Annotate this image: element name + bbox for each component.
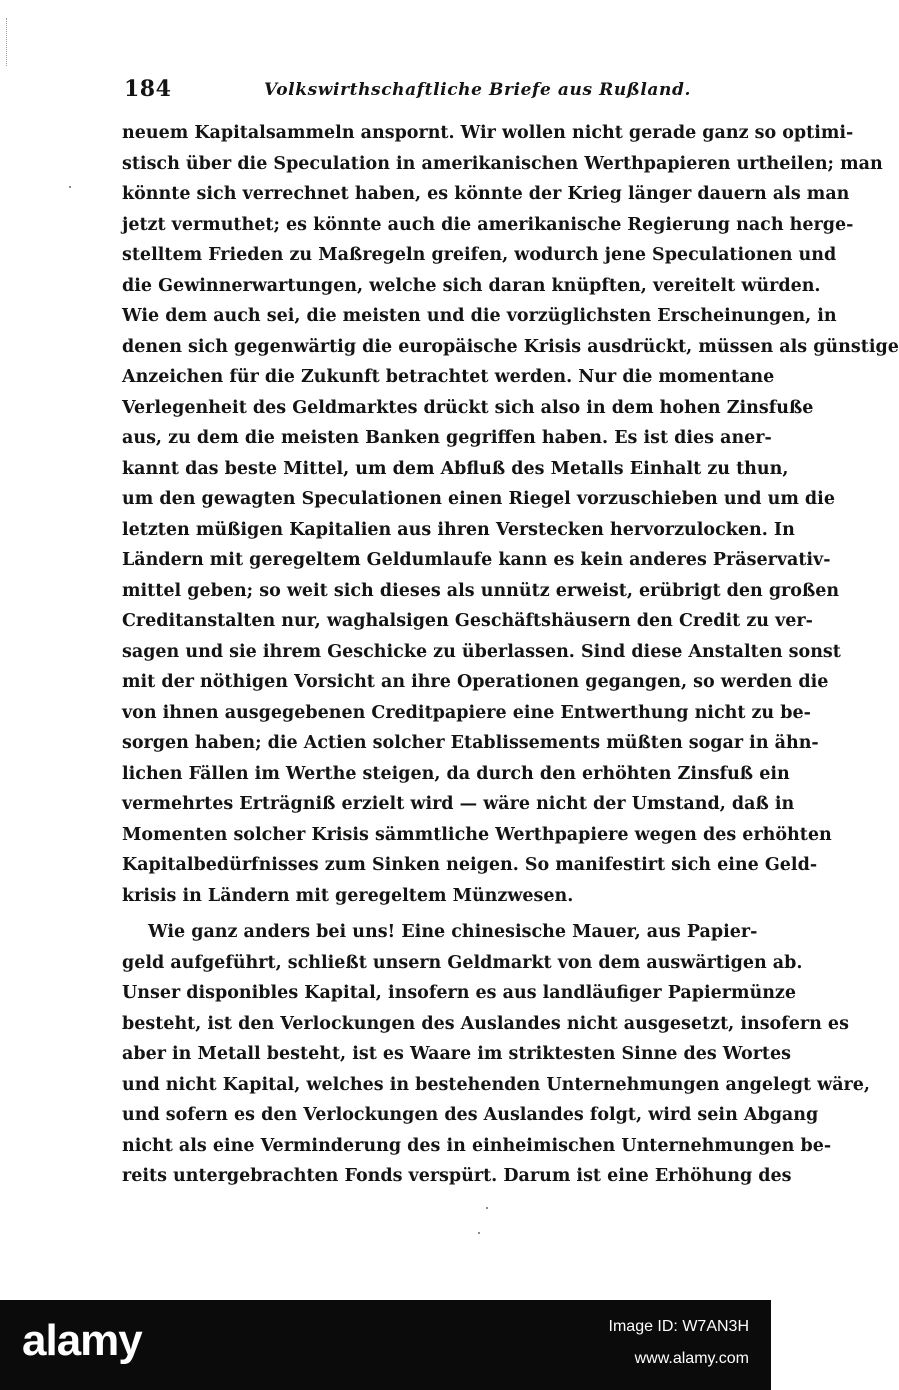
text-line: lichen Fällen im Werthe steigen, da durch den erhöhten Zinsfuß ein [122,763,790,784]
text-line: krisis in Ländern mit geregeltem Münzwesen. [122,885,574,906]
watermark-bar [0,1300,771,1390]
text-line: Unser disponibles Kapital, insofern es aus landläufiger Papiermünze [122,983,796,1003]
text-line: kannt das beste Mittel, um dem Abfluß des Metalls Einhalt zu thun, [122,458,789,479]
text-line: und nicht Kapital, welches in bestehenden Unternehmungen angelegt wäre, [122,1074,870,1095]
text-line: Creditanstalten nur, waghalsigen Geschäftshäusern den Credit zu ver- [122,611,813,631]
running-title: Volkswirthschaftliche Briefe aus Rußland. [264,80,692,100]
scan-speck [69,186,71,188]
text-line: vermehrtes Erträgniß erzielt wird — wäre nicht der Umstand, daß in [122,794,795,814]
text-line: reits untergebrachten Fonds verspürt. Darum ist eine Erhöhung des [122,1166,792,1186]
text-line: neuem Kapitalsammeln anspornt. Wir wollen nicht gerade ganz so optimi- [122,123,854,143]
text-line: jetzt vermuthet; es könnte auch die amerikanische Regierung nach herge- [122,214,854,235]
text-line: stelltem Frieden zu Maßregeln greifen, wodurch jene Speculationen und [122,245,837,265]
text-line: Wie dem auch sei, die meisten und die vorzüglichsten Erscheinungen, in [122,306,837,326]
text-line: Momenten solcher Krisis sämmtliche Werthpapiere wegen des erhöhten [122,824,832,845]
text-line: von ihnen ausgegebenen Creditpapiere eine Entwerthung nicht zu be- [122,702,811,723]
text-line: Kapitalbedürfnisses zum Sinken neigen. So manifestirt sich eine Geld- [122,855,818,875]
text-line: geld aufgeführt, schließt unsern Geldmarkt von dem auswärtigen ab. [122,952,803,973]
scan-speck [486,1207,488,1209]
text-line: letzten müßigen Kapitalien aus ihren Verstecken hervorzulocken. In [122,519,795,540]
page-number: 184 [124,76,172,102]
image-id-label: Image ID: W7AN3H [608,1318,749,1335]
text-line: sorgen haben; die Actien solcher Etablissements müßten sogar in ähn- [122,733,819,753]
scan-speck [478,1232,480,1234]
text-line: mittel geben; so weit sich dieses als unnütz erweist, erübrigt den großen [122,580,840,601]
text-line: könnte sich verrechnet haben, es könnte der Krieg länger dauern als man [122,184,850,204]
text-line: besteht, ist den Verlockungen des Auslandes nicht ausgesetzt, insofern es [122,1013,849,1034]
text-line: Verlegenheit des Geldmarktes drückt sich also in dem hohen Zinsfuße [122,397,814,418]
text-line: sagen und sie ihrem Geschicke zu überlassen. Sind diese Anstalten sonst [122,641,841,662]
text-line: Anzeichen für die Zukunft betrachtet werden. Nur die momentane [122,367,775,387]
text-line: Wie ganz anders bei uns! Eine chinesische Mauer, aus Papier- [148,922,758,942]
text-line: nicht als eine Verminderung des in einheimischen Unternehmungen be- [122,1135,832,1156]
text-line: um den gewagten Speculationen einen Riegel vorzuschieben und um die [122,489,835,509]
text-line: aus, zu dem die meisten Banken gegriffen haben. Es ist dies aner- [122,428,772,448]
text-line: aber in Metall besteht, ist es Waare im striktesten Sinne des Wortes [122,1044,791,1064]
text-line: stisch über die Speculation in amerikanischen Werthpapieren urtheilen; man [122,153,883,174]
text-line: denen sich gegenwärtig die europäische Krisis ausdrückt, müssen als günstige [122,336,899,357]
text-line: Ländern mit geregeltem Geldumlaufe kann es kein anderes Präservativ- [122,550,831,570]
text-line: und sofern es den Verlockungen des Auslandes folgt, wird sein Abgang [122,1105,819,1125]
page-header [124,76,724,106]
paragraph-2 [122,917,870,1192]
text-line: mit der nöthigen Vorsicht an ihre Operationen gegangen, so werden die [122,672,829,692]
site-url-label: www.alamy.com [634,1350,749,1367]
paragraph-1 [122,118,899,911]
body-text [122,118,899,1192]
alamy-logo: alamy [22,1316,142,1365]
scan-edge-mark [6,18,8,66]
text-line: die Gewinnerwartungen, welche sich daran knüpften, vereitelt würden. [122,275,821,296]
